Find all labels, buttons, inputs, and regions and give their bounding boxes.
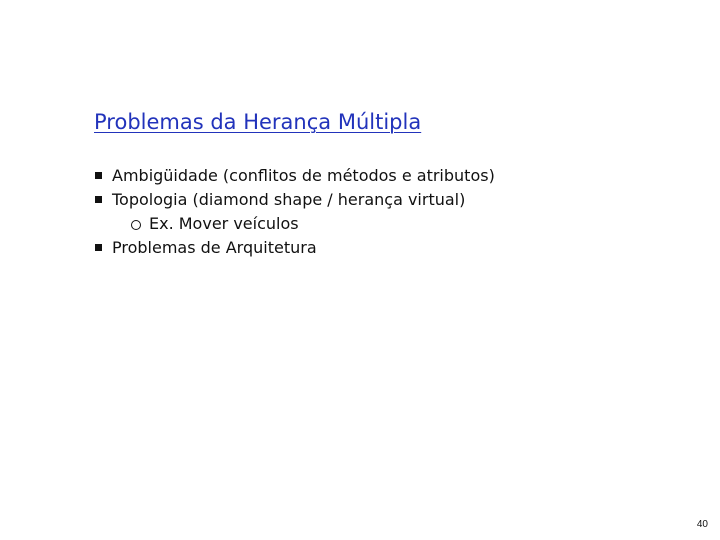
square-bullet-icon: [95, 244, 102, 251]
sub-bullet-text: Ex. Mover veículos: [149, 214, 299, 233]
circle-bullet-icon: [131, 220, 141, 230]
square-bullet-icon: [95, 172, 102, 179]
bullet-text: Ambigüidade (conflitos de métodos e atributos): [112, 166, 495, 185]
slide-title: Problemas da Herança Múltipla: [94, 110, 422, 134]
square-bullet-icon: [95, 196, 102, 203]
bullet-text: Problemas de Arquitetura: [112, 238, 317, 257]
bullet-text: Topologia (diamond shape / herança virtual): [112, 190, 466, 209]
page-number: 40: [696, 519, 708, 530]
